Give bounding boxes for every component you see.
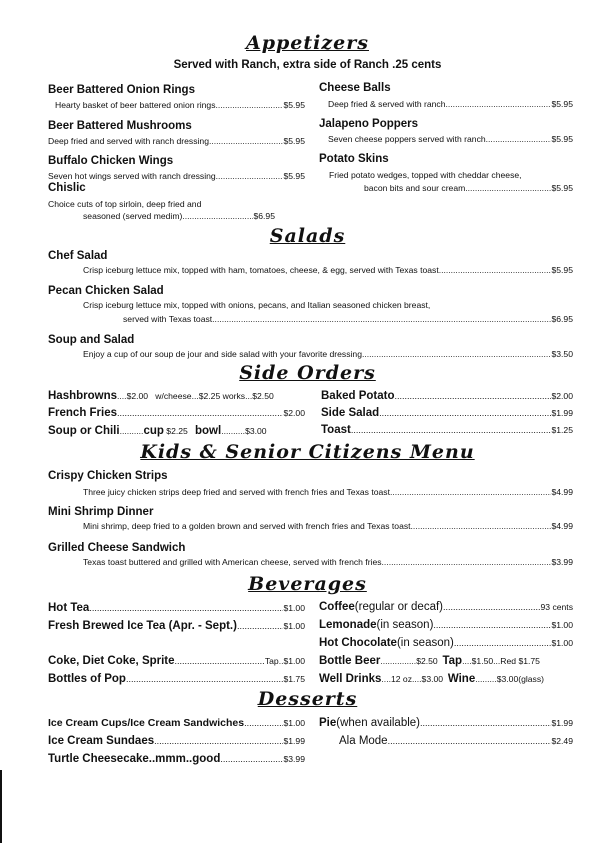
pie-row: Pie (when available) ..... $1.99 — [319, 717, 573, 729]
ala-mode-row: Ala Mode ..... $2.49 — [339, 735, 573, 747]
item-name: Jalapeno Poppers — [319, 118, 419, 130]
item-price: $1.75 — [283, 674, 305, 684]
sundaes-row: Ice Cream Sundaes ..... $1.99 — [48, 735, 305, 747]
item-name: Beer Battered Onion Rings — [48, 84, 195, 96]
item-price: $1.00 — [551, 638, 573, 648]
item-price: $4.99 — [551, 487, 573, 497]
item-name: Chef Salad — [48, 250, 108, 262]
item-desc: Enjoy a cup of our soup de jour and side salad with your favorite dressing ..... $3.50 — [83, 349, 573, 359]
hashbrowns-row: Hashbrowns .... $2.00 w/cheese... $2.25 works... $2.50 — [48, 390, 274, 402]
item-price: $1.00 — [283, 656, 305, 666]
toast-row: Toast ..... $1.25 — [321, 424, 573, 436]
item-desc: seasoned (served medim) ..... $6.95 — [83, 211, 275, 221]
item-name: Grilled Cheese Sandwich — [48, 542, 186, 554]
item-price: $5.95 — [283, 136, 305, 146]
item-desc: Seven cheese poppers served with ranch ..... $5.95 — [328, 134, 573, 144]
item-name: Cheese Balls — [319, 82, 391, 94]
item-price: $5.95 — [283, 100, 305, 110]
well-drinks-row: Well Drinks ....12 oz.... $3.00 Wine ......... $3.00(glass) — [319, 673, 545, 685]
item-desc: Texas toast buttered and grilled with American cheese, served with french fries ..... $3.99 — [83, 557, 573, 567]
coffee-row: Coffee (regular or decaf) ..... 93 cents — [319, 601, 573, 613]
item-name: Pecan Chicken Salad — [48, 285, 164, 297]
item-price: $5.95 — [551, 265, 573, 275]
iced-tea-row: Fresh Brewed Ice Tea (Apr. - Sept.) ..... $1.00 — [48, 620, 305, 632]
bottles-pop-row: Bottles of Pop ..... $1.75 — [48, 673, 305, 685]
item-name: Mini Shrimp Dinner — [48, 506, 154, 518]
page-edge-mark — [0, 770, 2, 843]
item-desc: Crisp iceburg lettuce mix, topped with ham, tomatoes, cheese, & egg, served with Texas toast ..... $5.95 — [83, 265, 573, 275]
item-desc: Deep fried and served with ranch dressing ..... $5.95 — [48, 136, 305, 146]
french-fries-row: French Fries ..... $2.00 — [48, 407, 305, 419]
bottle-beer-row: Bottle Beer ............... $2.50 Tap .... $1.50...Red $1.75 — [319, 655, 540, 667]
item-name: Soup and Salad — [48, 334, 135, 346]
item-desc: Fried potato wedges, topped with cheddar cheese, — [329, 170, 522, 180]
hot-tea-row: Hot Tea ..... $1.00 — [48, 602, 305, 614]
appetizers-subtitle: Served with Ranch, extra side of Ranch .25 cents — [173, 59, 442, 71]
item-price: $1.00 — [283, 621, 305, 631]
item-desc: Seven hot wings served with ranch dressing ..... $5.95 — [48, 171, 305, 181]
beverages-title: Beverages — [248, 573, 367, 595]
item-price: $1.00 — [283, 603, 305, 613]
item-price: $6.95 — [253, 211, 275, 221]
kids-senior-title: Kids & Senior Citizens Menu — [140, 441, 475, 463]
item-desc: Mini shrimp, deep fried to a golden brown and served with french fries and Texas toast ..... $4.99 — [83, 521, 573, 531]
salads-title: Salads — [269, 225, 346, 247]
item-name: Buffalo Chicken Wings — [48, 155, 174, 167]
item-desc: served with Texas toast ..... $6.95 — [123, 314, 573, 324]
ice-cream-cups-row: Ice Cream Cups/Ice Cream Sandwiches ..... $1.00 — [48, 717, 305, 729]
item-price: $1.99 — [551, 718, 573, 728]
item-price: $2.00 — [551, 391, 573, 401]
soup-chili-row: Soup or Chili .......... cup $2.25 bowl .......... $3.00 — [48, 425, 267, 437]
item-price: $2.00 — [283, 408, 305, 418]
item-name: Crispy Chicken Strips — [48, 470, 168, 482]
side-salad-row: Side Salad ..... $1.99 — [321, 407, 573, 419]
item-price: $1.25 — [551, 425, 573, 435]
item-price: 93 cents — [540, 602, 573, 612]
item-desc: bacon bits and sour cream ..... $5.95 — [364, 183, 573, 193]
item-desc: Choice cuts of top sirloin, deep fried and — [48, 199, 202, 209]
side-orders-title: Side Orders — [239, 362, 376, 384]
item-price: $1.99 — [551, 408, 573, 418]
item-desc: Hearty basket of beer battered onion rings ..... $5.95 — [55, 100, 305, 110]
lemonade-row: Lemonade (in season) ..... $1.00 — [319, 619, 573, 631]
item-name: Potato Skins — [319, 153, 389, 165]
item-price: $3.50 — [551, 349, 573, 359]
turtle-cheesecake-row: Turtle Cheesecake..mmm..good ..... $3.99 — [48, 753, 305, 765]
item-price: $5.95 — [551, 183, 573, 193]
baked-potato-row: Baked Potato ..... $2.00 — [321, 390, 573, 402]
hot-chocolate-row: Hot Chocolate (in season) ..... $1.00 — [319, 637, 573, 649]
item-price: $6.95 — [551, 314, 573, 324]
appetizers-title: Appetizers — [246, 32, 369, 54]
item-desc: Crisp iceburg lettuce mix, topped with onions, pecans, and Italian seasoned chicken breast, — [83, 300, 431, 310]
item-price: $5.95 — [551, 134, 573, 144]
item-price: $3.99 — [551, 557, 573, 567]
item-price: $1.99 — [283, 736, 305, 746]
item-price: $4.99 — [551, 521, 573, 531]
item-price: $2.49 — [551, 736, 573, 746]
item-desc: Deep fried & served with ranch ..... $5.95 — [328, 99, 573, 109]
item-price: $5.95 — [551, 99, 573, 109]
item-desc: Three juicy chicken strips deep fried and served with french fries and Texas toast ..... $4.99 — [83, 487, 573, 497]
desserts-title: Desserts — [257, 688, 358, 710]
item-price: $3.99 — [283, 754, 305, 764]
item-price: $5.95 — [283, 171, 305, 181]
item-name: Beer Battered Mushrooms — [48, 120, 192, 132]
item-name: Chislic — [48, 182, 86, 194]
item-price: $1.00 — [283, 718, 305, 728]
item-price: $1.00 — [551, 620, 573, 630]
coke-row: Coke, Diet Coke, Sprite ..... Tap .. $1.00 — [48, 655, 305, 667]
